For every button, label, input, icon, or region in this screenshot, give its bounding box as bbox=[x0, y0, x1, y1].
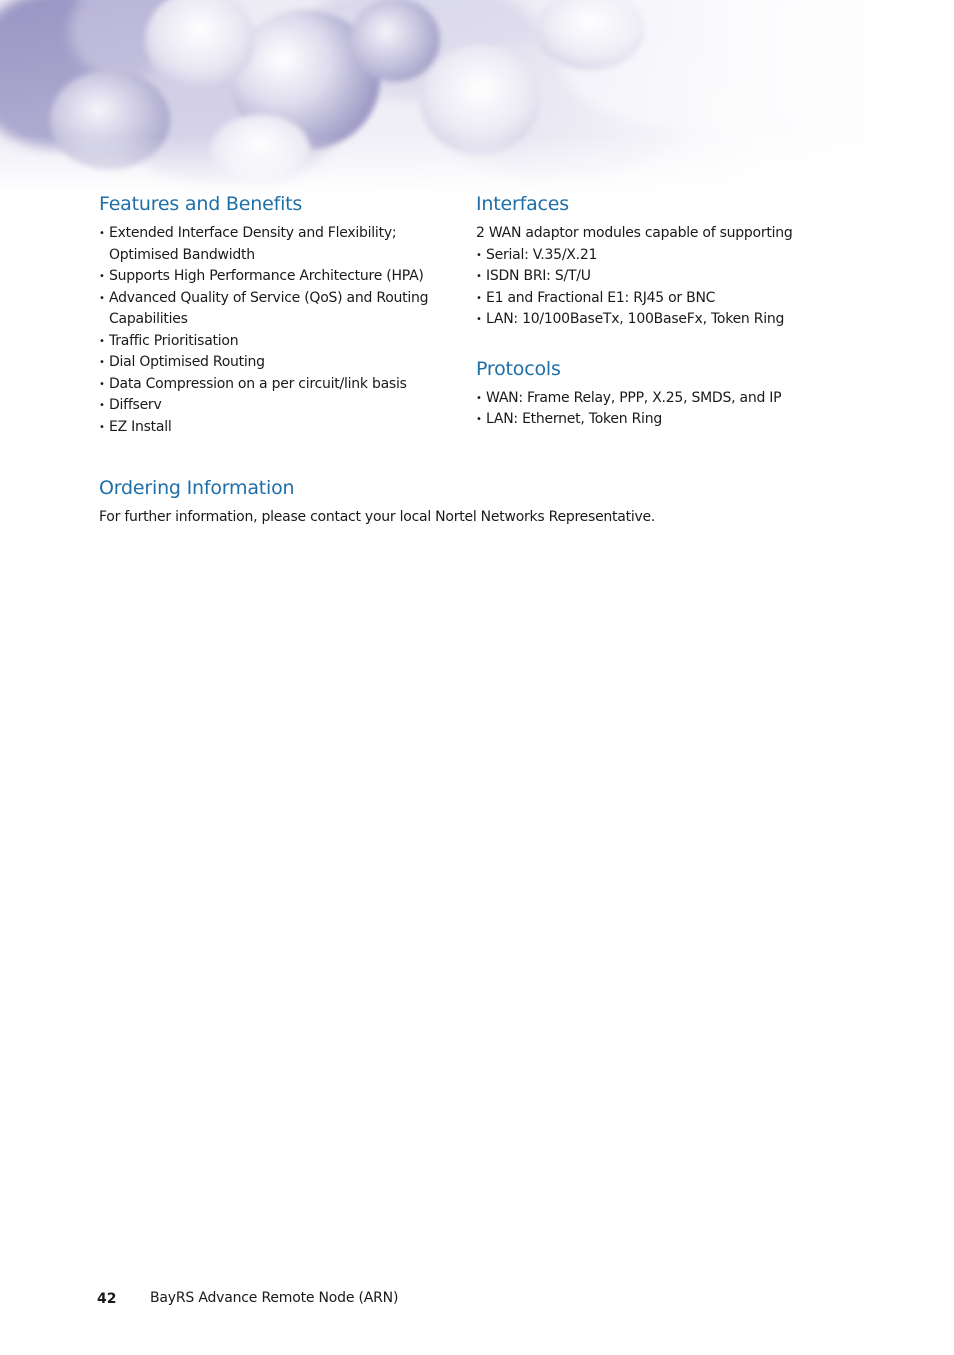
list-item: • WAN: Frame Relay, PPP, X.25, SMDS, and IP bbox=[476, 388, 836, 410]
protocols-list bbox=[476, 388, 836, 431]
interfaces-section bbox=[476, 192, 836, 331]
interfaces-intro: 2 WAN adaptor modules capable of supporting bbox=[476, 225, 793, 241]
list-item: • EZ Install bbox=[99, 417, 439, 439]
features-list bbox=[99, 223, 439, 438]
list-item: • LAN: 10/100BaseTx, 100BaseFx, Token Ring bbox=[476, 309, 836, 331]
list-item: • Extended Interface Density and Flexibility; Optimised Bandwidth bbox=[99, 223, 439, 266]
list-item: • Traffic Prioritisation bbox=[99, 331, 439, 353]
protocols-heading: Protocols bbox=[476, 357, 561, 380]
list-item: • E1 and Fractional E1: RJ45 or BNC bbox=[476, 288, 836, 310]
ordering-text: For further information, please contact your local Nortel Networks Representative. bbox=[99, 509, 656, 525]
ordering-heading: Ordering Information bbox=[99, 477, 295, 499]
header-banner-image bbox=[0, 0, 954, 195]
right-column bbox=[476, 192, 836, 431]
list-item: • Data Compression on a per circuit/link basis bbox=[99, 374, 439, 396]
protocols-section bbox=[476, 357, 836, 431]
ordering-section bbox=[99, 476, 859, 529]
list-item: • Diffserv bbox=[99, 395, 439, 417]
list-item: • Dial Optimised Routing bbox=[99, 352, 439, 374]
document-title: BayRS Advance Remote Node (ARN) bbox=[150, 1290, 399, 1306]
banner-graphic bbox=[0, 0, 954, 195]
list-item: • Advanced Quality of Service (QoS) and Routing Capabilities bbox=[99, 288, 439, 331]
features-section bbox=[99, 192, 439, 438]
list-item: • Serial: V.35/X.21 bbox=[476, 245, 836, 267]
interfaces-heading: Interfaces bbox=[476, 193, 569, 215]
page-number: 42 bbox=[97, 1291, 117, 1307]
interfaces-list bbox=[476, 245, 836, 331]
list-item: • LAN: Ethernet, Token Ring bbox=[476, 409, 836, 431]
features-heading: Features and Benefits bbox=[99, 193, 303, 215]
list-item: • Supports High Performance Architecture (HPA) bbox=[99, 266, 439, 288]
list-item: • ISDN BRI: S/T/U bbox=[476, 266, 836, 288]
